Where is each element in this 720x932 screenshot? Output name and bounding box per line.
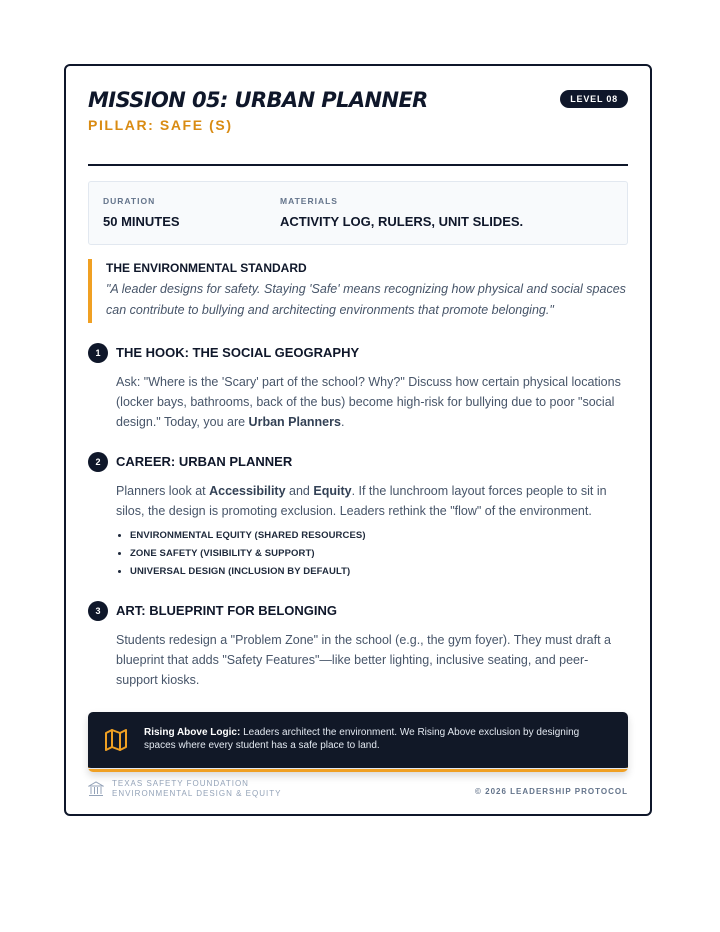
standard-quote: "A leader designs for safety. Staying 'Safe' means recognizing how physical and social spaces can contribute to bullying and architecting environments that promote belonging." bbox=[106, 282, 626, 317]
mission-title: MISSION 05: URBAN PLANNER bbox=[88, 88, 428, 112]
duration-block bbox=[103, 196, 180, 229]
body-text: and bbox=[285, 484, 314, 498]
logic-label: Rising Above Logic: bbox=[144, 727, 241, 738]
body-emphasis: Accessibility bbox=[209, 484, 286, 498]
section-body bbox=[116, 481, 628, 521]
section-body: Students redesign a "Problem Zone" in the school (e.g., the gym foyer). They must draft a blueprint that adds "Safety Features"—like better lighting, inclusive seating, and peer-support kiosks. bbox=[116, 633, 612, 687]
career-bullet-list bbox=[116, 527, 628, 581]
section-title: THE HOOK: THE SOCIAL GEOGRAPHY bbox=[116, 345, 360, 360]
bank-icon bbox=[88, 781, 104, 802]
section-hook bbox=[88, 343, 628, 432]
duration-value: 50 MINUTES bbox=[103, 214, 180, 229]
materials-label: MATERIALS bbox=[280, 196, 338, 206]
body-emphasis: Equity bbox=[313, 484, 352, 498]
rising-above-logic-callout bbox=[88, 712, 628, 772]
section-title: CAREER: URBAN PLANNER bbox=[116, 454, 293, 469]
body-text: Ask: "Where is the 'Scary' part of the school? Why?" Discuss how certain physical locations (locker bays, bathrooms, back of the bus) become high-risk for bullying due to poor "social design." Today, you are bbox=[116, 375, 621, 429]
duration-label: DURATION bbox=[103, 196, 156, 206]
body-emphasis: Urban Planners bbox=[248, 415, 341, 429]
mission-header bbox=[88, 88, 628, 166]
org-name: TEXAS SAFETY FOUNDATION bbox=[112, 779, 249, 788]
logic-body: Leaders architect the environment. We Rising Above exclusion by designing spaces where every student has a safe place to land. bbox=[144, 727, 580, 751]
body-text: Planners look at bbox=[116, 484, 210, 498]
section-number: 2 bbox=[88, 452, 108, 472]
body-text: . bbox=[340, 415, 345, 429]
pillar-subtitle: PILLAR: SAFE (S) bbox=[88, 117, 233, 133]
footer bbox=[88, 768, 628, 809]
org-subtitle: ENVIRONMENTAL DESIGN & EQUITY bbox=[112, 789, 282, 798]
map-icon bbox=[104, 728, 128, 757]
list-item: • ZONE SAFETY (VISIBILITY & SUPPORT) bbox=[130, 545, 628, 563]
footer-copyright: © 2026 LEADERSHIP PROTOCOL bbox=[475, 787, 628, 796]
materials-value: ACTIVITY LOG, RULERS, UNIT SLIDES. bbox=[280, 214, 524, 229]
mission-meta-box bbox=[88, 181, 628, 245]
list-item: • ENVIRONMENTAL EQUITY (SHARED RESOURCES) bbox=[130, 527, 628, 545]
standard-title: THE ENVIRONMENTAL STANDARD bbox=[106, 261, 307, 275]
level-badge: LEVEL 08 bbox=[560, 90, 628, 108]
section-number: 1 bbox=[88, 343, 108, 363]
list-item: • UNIVERSAL DESIGN (INCLUSION BY DEFAULT) bbox=[130, 563, 628, 581]
footer-organization bbox=[112, 779, 281, 799]
section-body bbox=[116, 372, 628, 432]
section-career bbox=[88, 452, 628, 581]
materials-block bbox=[280, 196, 523, 229]
body-text: . If the lunchroom layout forces people to sit in silos, the design is promoting exclusion. Leaders rethink the "flow" of the environment. bbox=[116, 484, 607, 518]
section-art bbox=[88, 601, 628, 690]
section-number: 3 bbox=[88, 601, 108, 621]
section-title: ART: BLUEPRINT FOR BELONGING bbox=[116, 603, 337, 618]
mission-card bbox=[64, 64, 652, 816]
environmental-standard bbox=[88, 259, 628, 323]
logic-text bbox=[144, 726, 588, 752]
